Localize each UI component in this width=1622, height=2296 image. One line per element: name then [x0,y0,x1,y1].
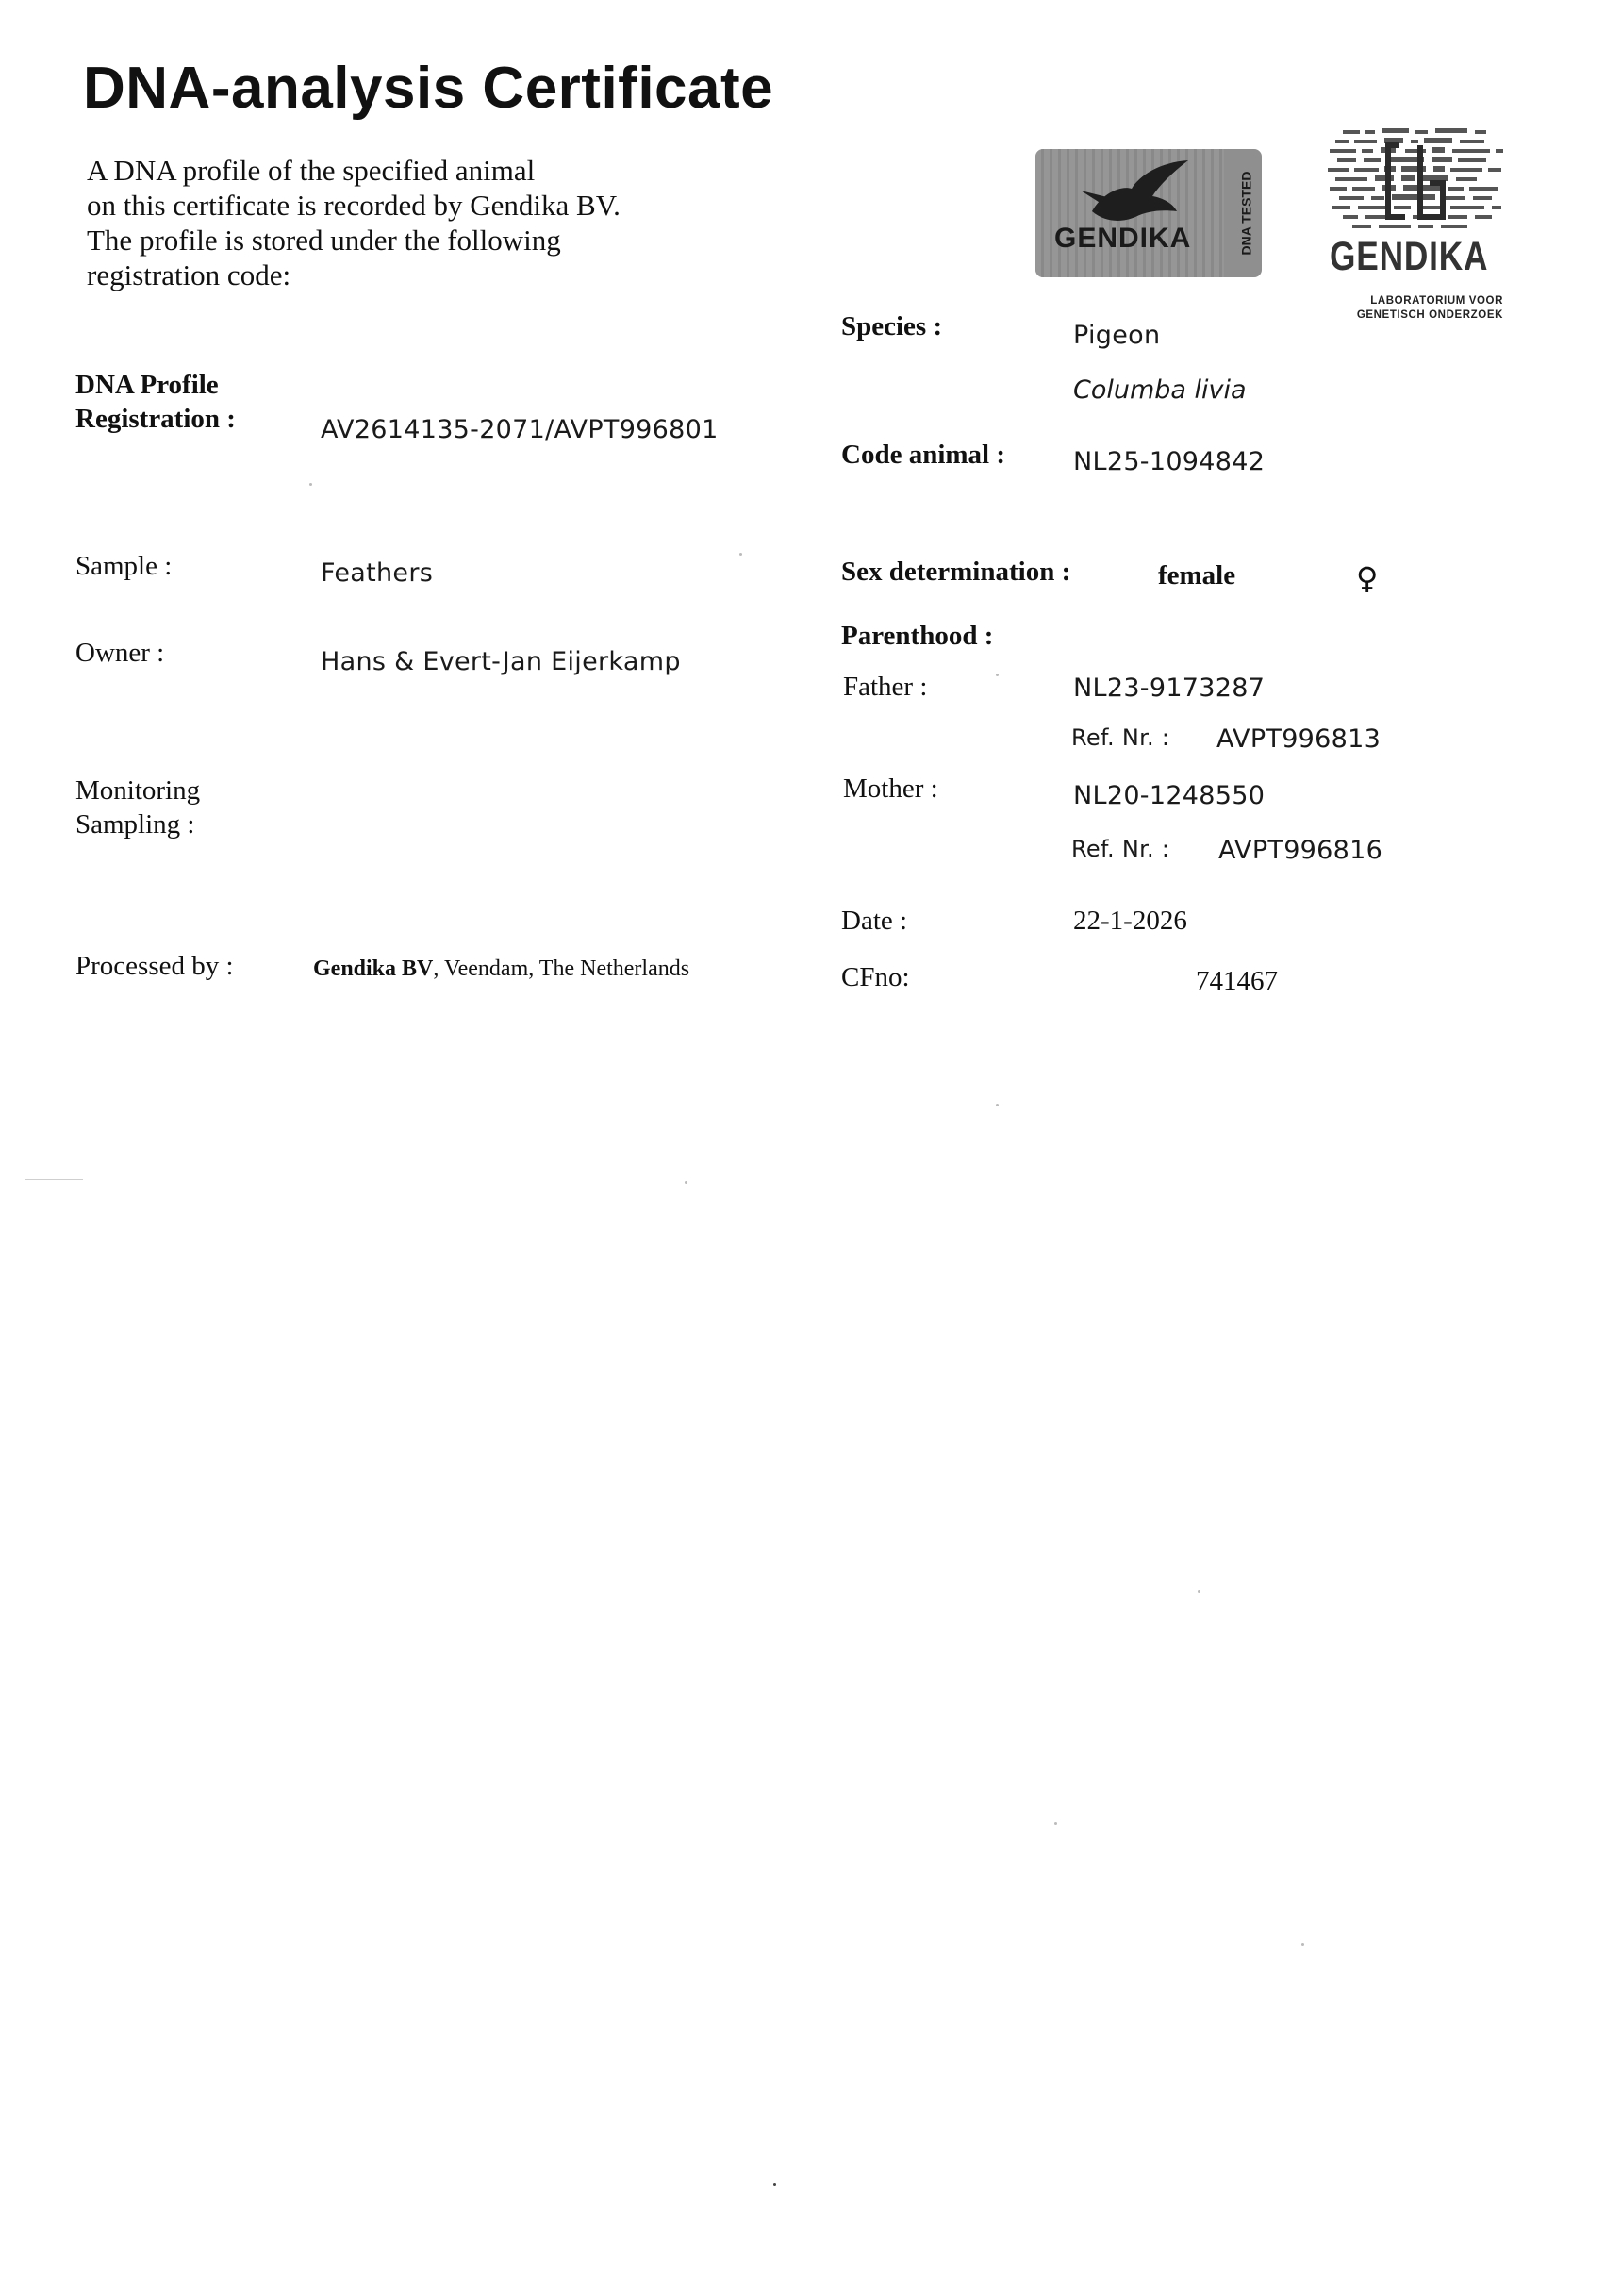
processed-value [313,957,689,982]
lab-subtitle-line: LABORATORIUM VOOR [1370,295,1503,307]
scan-speck [996,1104,999,1106]
lab-subtitle-line: GENETISCH ONDERZOEK [1356,309,1503,321]
sticker-brand: GENDIKA [1054,223,1192,254]
registration-value: AV2614135-2071/AVPT996801 [321,415,719,444]
scan-speck [309,483,312,486]
intro-line: registration code: [87,258,291,291]
intro-line: A DNA profile of the specified animal [87,154,536,187]
owner-label: Owner : [75,638,165,668]
sex-label: Sex determination : [841,557,1071,587]
intro-line: on this certificate is recorded by Gendika BV. [87,189,621,222]
intro-line: The profile is stored under the following [87,224,561,257]
scan-speck [1198,1590,1200,1593]
species-label: Species : [841,311,943,341]
intro-text [87,153,621,292]
scan-speck [739,553,742,556]
monitoring-label-line1: Monitoring [75,775,201,806]
registration-label-line2: Registration : [75,404,236,434]
sticker-vertical-label: DNA TESTED [1238,171,1253,256]
species-common: Pigeon [1073,321,1161,350]
code-animal-value: NL25-1094842 [1073,447,1266,476]
date-label: Date : [841,906,908,936]
scan-speck [773,2183,776,2186]
scan-speck [685,1181,687,1184]
father-ref-value: AVPT996813 [1216,724,1382,754]
processed-company: Gendika BV [313,957,434,981]
lab-logo-name: GENDIKA [1330,234,1489,279]
monitoring-label-line2: Sampling : [75,809,195,840]
sample-label: Sample : [75,551,173,581]
father-label: Father : [843,672,928,702]
scan-mark [25,1179,83,1180]
processed-location: , Veendam, The Netherlands [433,957,690,981]
father-ref-label: Ref. Nr. : [1071,724,1170,751]
mother-code: NL20-1248550 [1073,781,1266,810]
owner-value: Hans & Evert-Jan Eijerkamp [321,647,681,676]
cfno-label: CFno: [841,962,910,992]
scan-speck [1301,1943,1304,1946]
mother-ref-value: AVPT996816 [1218,836,1383,865]
sample-value: Feathers [321,558,434,588]
cfno-value: 741467 [1196,966,1278,996]
mother-label: Mother : [843,774,938,804]
father-code: NL23-9173287 [1073,674,1266,703]
date-value: 22-1-2026 [1073,906,1187,936]
pigeon-icon [1073,157,1196,232]
code-animal-label: Code animal : [841,440,1005,470]
species-latin: Columba livia [1073,375,1247,405]
lab-logo-subtitle [1332,294,1503,323]
mother-ref-label: Ref. Nr. : [1071,836,1170,862]
scan-speck [1054,1822,1057,1825]
dna-tested-sticker [1035,149,1262,277]
dna-barcode-icon [1326,125,1505,236]
certificate-title: DNA-analysis Certificate [83,56,774,121]
scan-speck [996,674,999,676]
registration-label-line1: DNA Profile [75,370,219,400]
sex-value: female [1158,560,1236,591]
female-symbol-icon: ♀ [1356,560,1379,596]
parenthood-label: Parenthood : [841,621,994,651]
processed-label: Processed by : [75,951,234,981]
